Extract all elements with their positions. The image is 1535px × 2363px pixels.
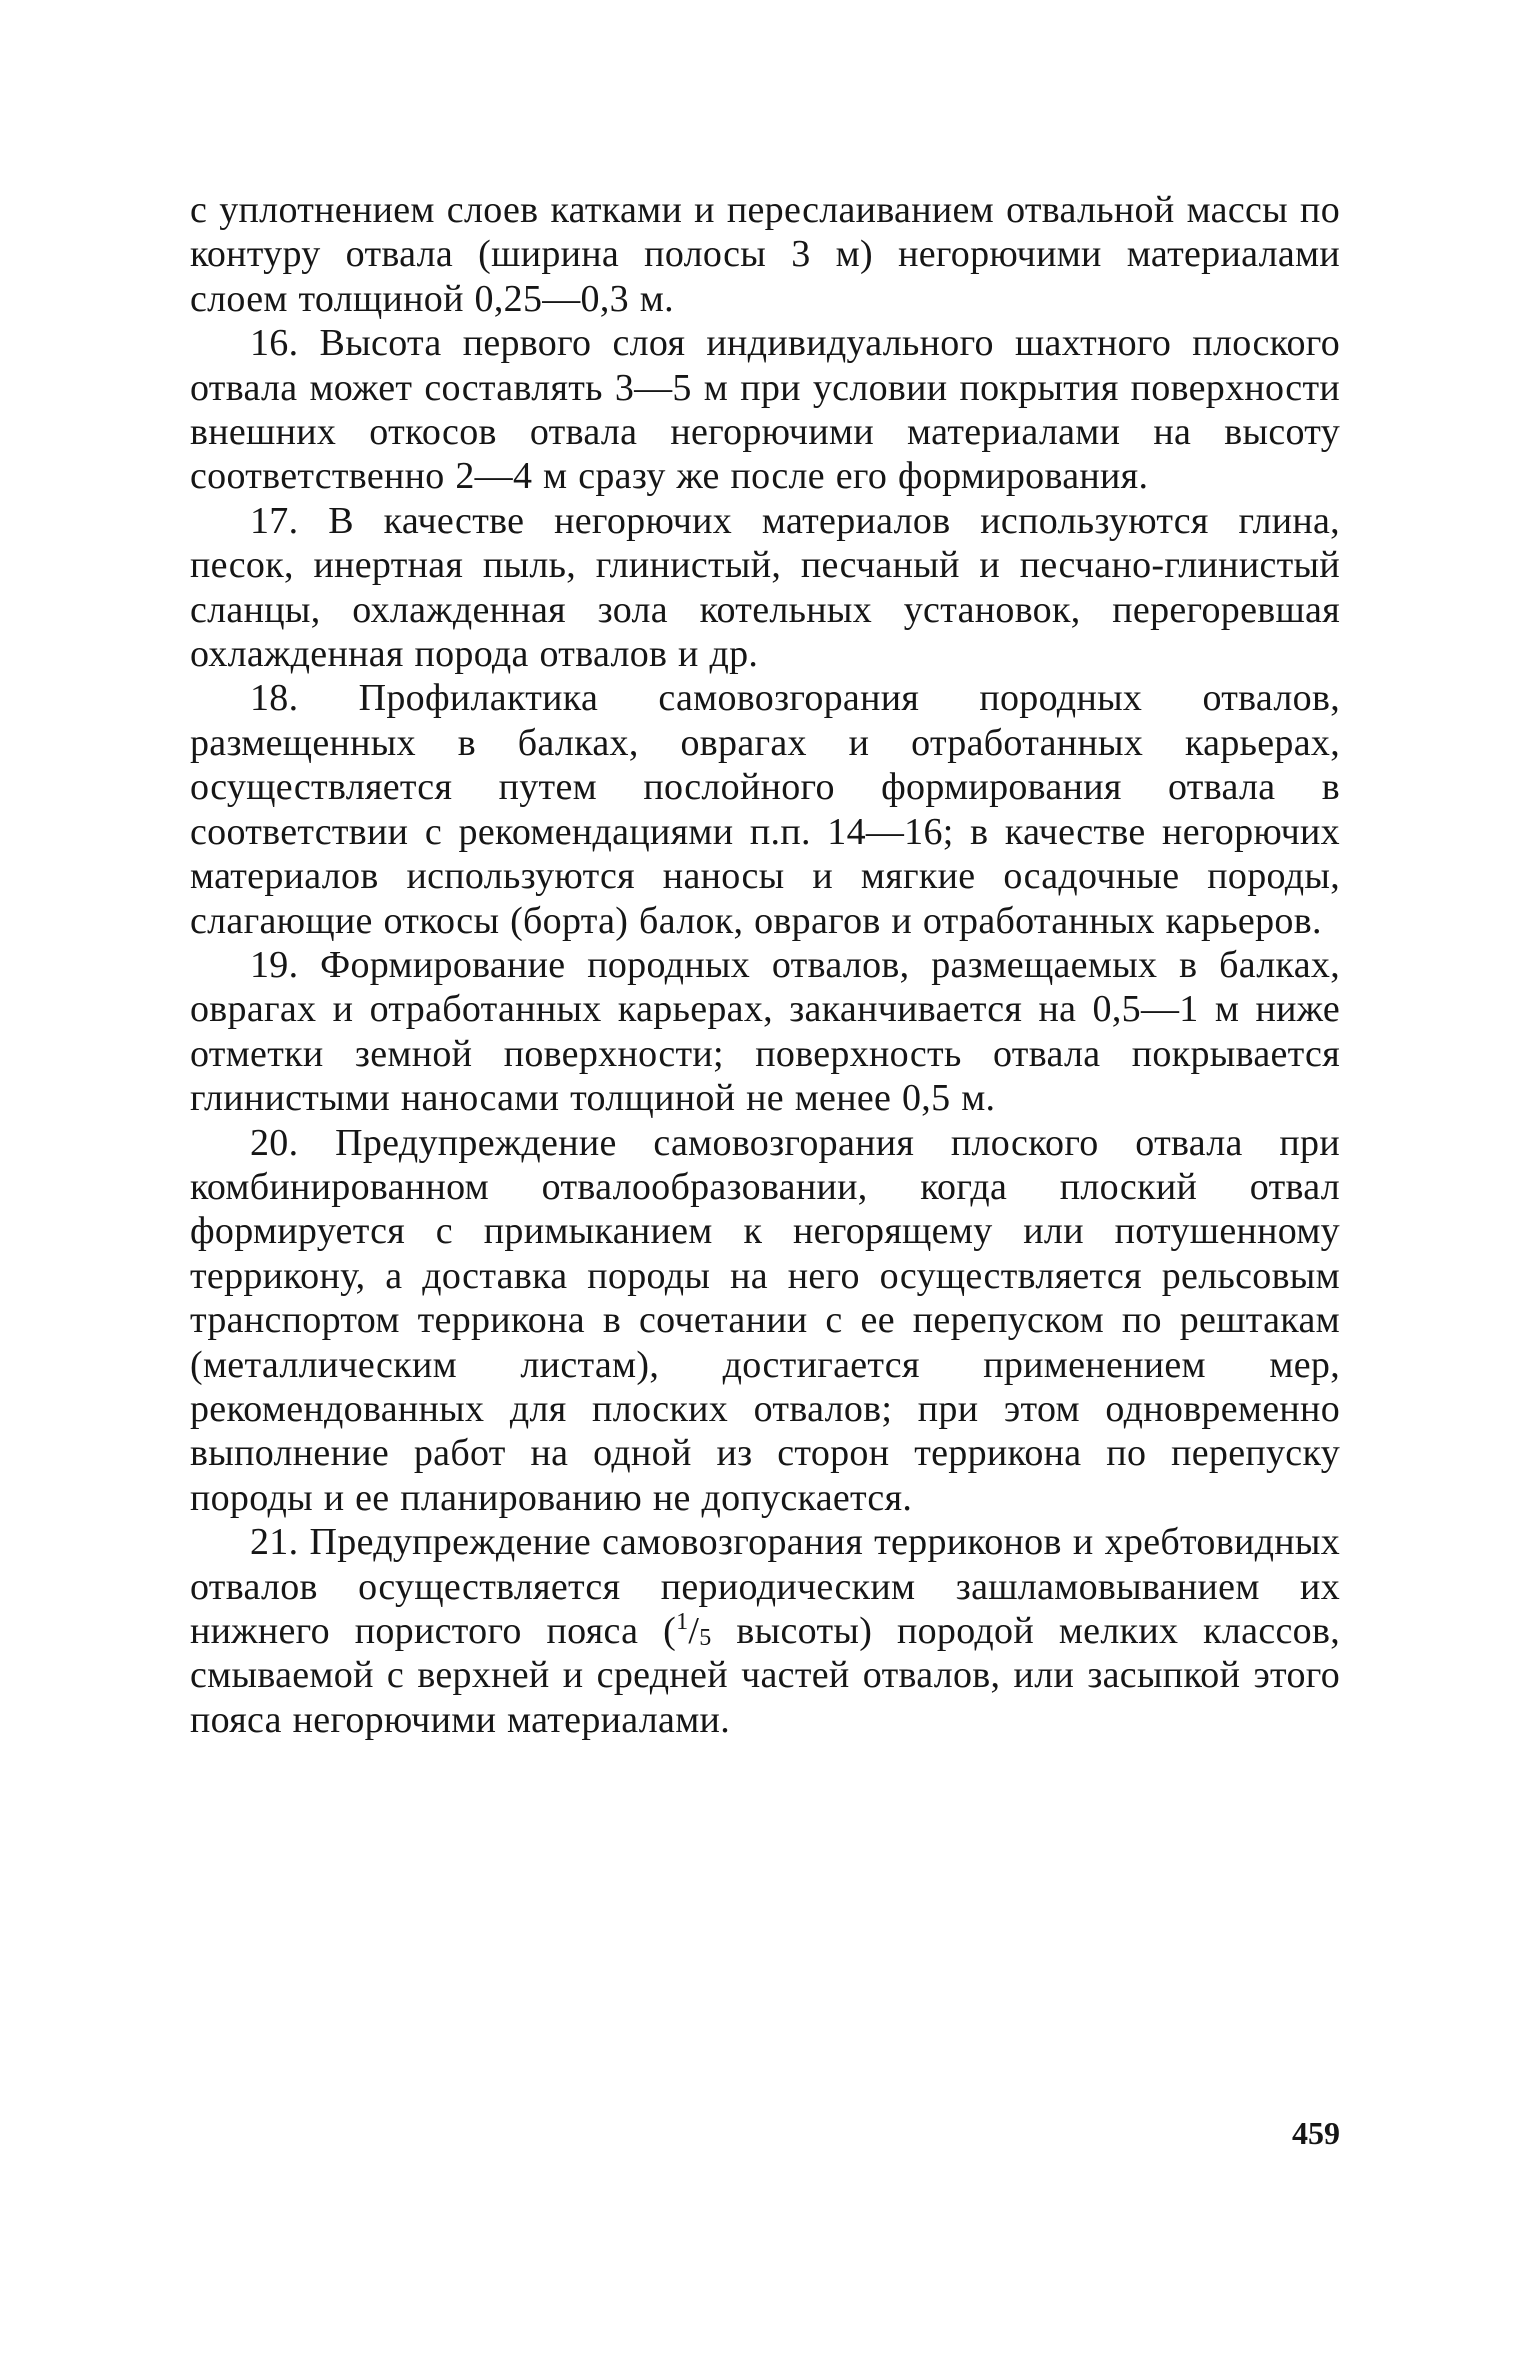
paragraph-21-text-end: высоты) породой мелких классов, смываемой с верхней и средней частей отвалов, или засыпкой этого пояса негорючими материалами. <box>190 1610 1340 1741</box>
paragraph-20: 20. Предупреждение самовозгорания плоского отвала при комбинированном отвалообразовании, когда плоский отвал формируется с примыканием к негорящему или потушенному террикону, а доставка породы на него осуществляется рельсовым транспортом террикона в сочетании с ее перепуском по рештакам (металлическим листам), достигается применением мер, рекомендованных для плоских отвалов; при этом одновременно выполнение работ на одной из сторон террикона по перепуску породы и ее планированию не допускается. <box>190 1121 1340 1519</box>
paragraph-21-text-start: 21. Предупреждение самовозгорания терриконов и хребтовидных отвалов осуществляется периодическим зашламовыванием их нижнего пористого пояса ( <box>190 1521 1340 1652</box>
paragraph-15-continuation: с уплотнением слоев катками и переслаиванием отвальной массы по контуру отвала (ширина полосы 3 м) негорючими материалами слоем толщиной 0,25—0,3 м. <box>190 189 1340 320</box>
paragraph-21 <box>190 1520 1340 1742</box>
paragraph-17: 17. В качестве негорючих материалов используются глина, песок, инертная пыль, глинистый, песчаный и песчано-глинистый сланцы, охлажденная зола котельных установок, перегоревшая охлажденная порода отвалов и др. <box>190 499 1340 676</box>
page-number: 459 <box>1292 2115 1340 2151</box>
fraction-numerator: 1 <box>676 1609 689 1635</box>
fraction-denominator: 5 <box>699 1625 712 1651</box>
fraction-one-fifth: $^1/_5$ <box>676 1609 712 1652</box>
paragraph-19: 19. Формирование породных отвалов, размещаемых в балках, оврагах и отработанных карьерах, заканчивается на 0,5—1 м ниже отметки земной поверхности; поверхность отвала покрывается глинистыми наносами толщиной не менее 0,5 м. <box>190 943 1340 1120</box>
paragraph-18: 18. Профилактика самовозгорания породных отвалов, размещенных в балках, оврагах и отработанных карьерах, осуществляется путем послойного формирования отвала в соответствии с рекомендациями п.п. 14—16; в качестве негорючих материалов используются наносы и мягкие осадочные породы, слагающие откосы (борта) балок, оврагов и отработанных карьеров. <box>190 677 1340 942</box>
document-body <box>190 188 1340 1742</box>
paragraph-16: 16. Высота первого слоя индивидуального шахтного плоского отвала может составлять 3—5 м при условии покрытия поверхности внешних откосов отвала негорючими материалами на высоту соответственно 2—4 м сразу же после его формирования. <box>190 322 1340 498</box>
